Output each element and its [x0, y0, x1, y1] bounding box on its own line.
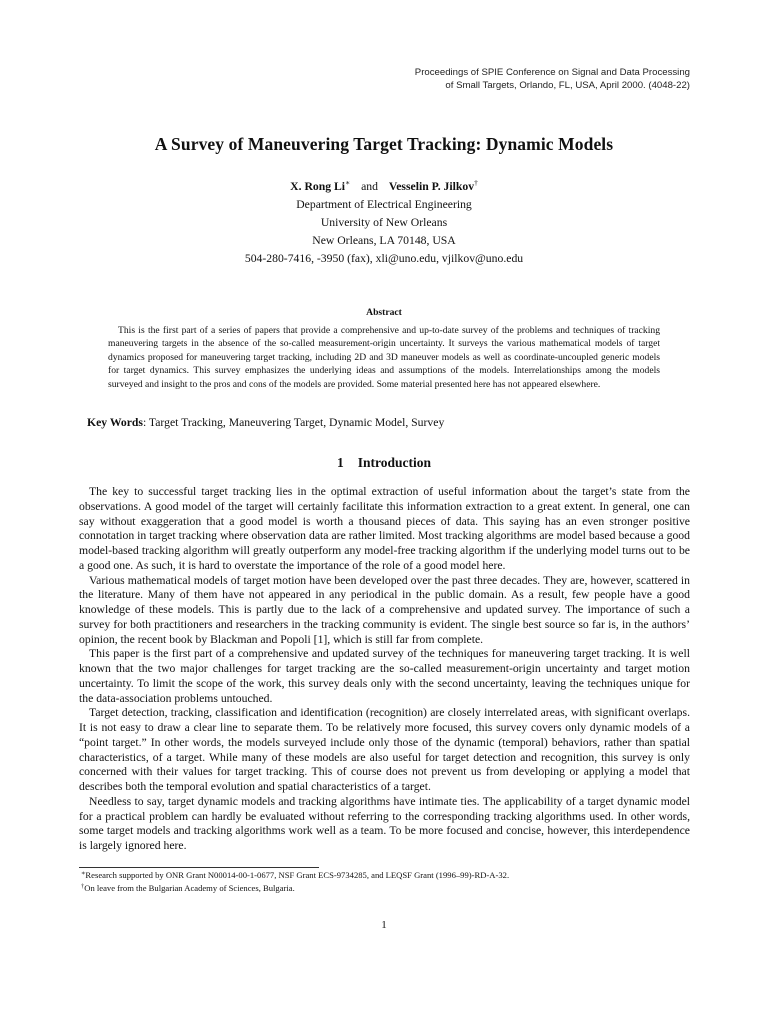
footnote-1	[79, 869, 699, 882]
section-title: Introduction	[357, 455, 432, 470]
paper-title: A Survey of Maneuvering Target Tracking: Dynamic Models	[154, 134, 614, 154]
conference-note	[415, 66, 690, 92]
keywords-list: : Target Tracking, Maneuvering Target, Dynamic Model, Survey	[142, 416, 445, 429]
conference-note-line-2: of Small Targets, Orlando, FL, USA, April 2000. (4048-22)	[445, 80, 690, 91]
author-line	[0, 178, 768, 196]
footnote-1-text: Research supported by ONR Grant N00014-00-1-0677, NSF Grant ECS-9734285, and LEQSF Grant (1996–99)-RD-A-32.	[85, 870, 510, 880]
author-1-mark: ∗	[345, 178, 351, 187]
affiliation-department: Department of Electrical Engineering	[296, 198, 472, 211]
abstract-text: This is the first part of a series of papers that provide a comprehensive and up-to-date survey of the problems and techniques of tracking maneuvering targets in the absence of the so-called measurement-origin uncertainty. It surveys the various mathematical models of target dynamics proposed for maneuvering target tracking, including 2D and 3D maneuver models as well as coordinate-uncoupled generic models for target dynamics. This survey emphasizes the underlying ideas and assumptions of the models. Interrelationships among the models surveyed and insight to the pros and cons of the models are provided. Some material presented here has not appeared elsewhere.	[108, 325, 660, 390]
paragraph: Needless to say, target dynamic models and tracking algorithms have intimate ties. The applicability of a target dynamic model for a practical problem can hardly be evaluated without referring to the corresponding tracking algorithms used. In other words, some target models and tracking algorithms work well as a team. To be more focused and concise, however, this interdependence is largely ignored here.	[79, 794, 690, 852]
footnote-2	[79, 882, 699, 895]
paragraph: Target detection, tracking, classification and identification (recognition) are closely interrelated areas, with significant overlaps. It is not easy to draw a clear line to separate them. To be relatively more focused, this survey covers only dynamic models of a “point target.” In other words, the models surveyed include only those of the dynamic (temporal) behaviors, rather than spatial characteristics, of a target. While many of these models are also useful for target detection and recognition, this survey is only concerned with their values for target tracking. This of course does not prevent us from developing or applying a model that describes both the temporal evolution and spatial characteristics of a target.	[79, 706, 690, 793]
keywords-label: Key Words	[87, 416, 143, 429]
paragraph: Various mathematical models of target motion have been developed over the past three decades. They are, however, scattered in the literature. Many of them have not appeared in any periodical in the public domain. As a result, few people have a good knowledge of these models. This is partly due to the lack of a comprehensive and updated survey. The importance of such a survey for both practitioners and researchers in the tracking community is evident. The single best source so far is, in the authors’ opinion, the recent book by Blackman and Popoli [1], which is still far from complete.	[79, 573, 690, 646]
author-1-name: X. Rong Li	[290, 180, 346, 193]
footnote-1-mark: ∗	[81, 870, 86, 877]
paragraph: This paper is the first part of a comprehensive and updated survey of the techniques for maneuvering target tracking. It is well known that the two major challenges for target tracking are the so-called measurement-origin uncertainty and target motion uncertainty. To limit the scope of the work, this survey deals only with the second uncertainty, leaving the techniques unique for the data-association problems untouched.	[79, 647, 690, 705]
author-separator: and	[361, 180, 378, 193]
footnote-2-text: On leave from the Bulgarian Academy of Sciences, Bulgaria.	[84, 882, 295, 893]
keywords	[87, 416, 687, 429]
footnotes	[79, 869, 699, 894]
authors-block	[0, 178, 768, 268]
section-number: 1	[336, 455, 344, 470]
conference-note-line-1: Proceedings of SPIE Conference on Signal and Data Processing	[414, 67, 690, 78]
author-2-mark: †	[474, 178, 478, 187]
affiliation-address: New Orleans, LA 70148, USA	[312, 234, 456, 247]
section-heading	[0, 455, 768, 471]
affiliation-university: University of New Orleans	[320, 216, 448, 229]
footnote-2-mark: †	[81, 882, 85, 890]
affiliation-contact: 504-280-7416, -3950 (fax), xli@uno.edu, vjilkov@uno.edu	[244, 252, 524, 265]
footnote-rule	[79, 867, 319, 868]
abstract-heading: Abstract	[366, 307, 402, 318]
paragraph: The key to successful target tracking lies in the optimal extraction of useful information about the target’s state from the observations. A good model of the target will certainly facilitate this information extraction to a great extent. In general, one can say without exaggeration that a good model is worth a thousand pieces of data. This saying has an even stronger positive connotation in target tracking where observation data are rather limited. Most tracking algorithms are model based because a good model-based tracking algorithm will greatly outperform any model-free tracking algorithm if the underlying model turns out to be a good one. As such, it is hard to overstate the importance of the role of a good model here.	[79, 485, 690, 572]
introduction-body	[79, 485, 690, 854]
author-2-name: Vesselin P. Jilkov	[388, 180, 475, 193]
page-number: 1	[381, 919, 387, 931]
